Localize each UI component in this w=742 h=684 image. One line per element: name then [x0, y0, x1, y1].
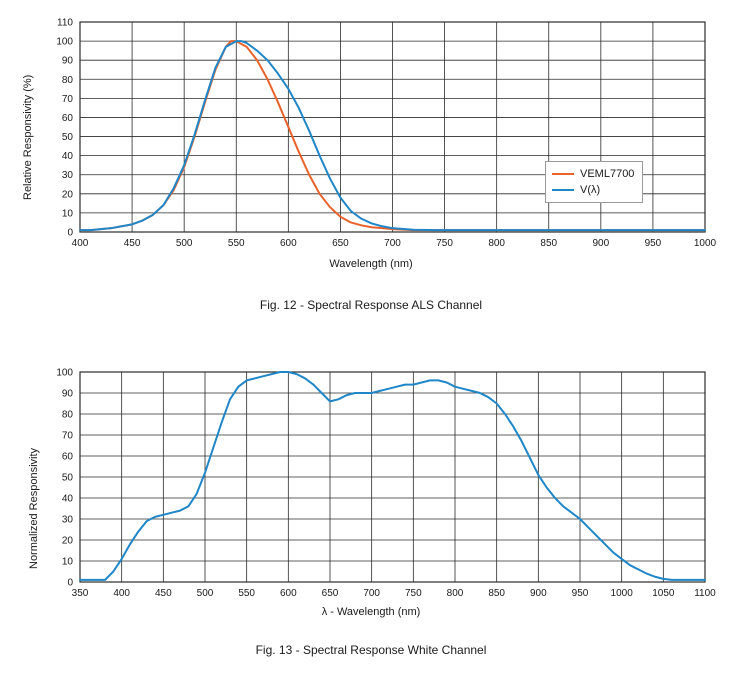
- figure-12: [0, 0, 742, 330]
- svg-text:110: 110: [57, 17, 73, 29]
- svg-text:600: 600: [279, 238, 297, 249]
- svg-text:400: 400: [113, 588, 131, 599]
- svg-text:60: 60: [61, 451, 73, 463]
- y-axis-title-fig13: Normalized Responsivity: [28, 447, 40, 569]
- svg-text:450: 450: [123, 238, 141, 249]
- svg-text:1000: 1000: [693, 238, 717, 249]
- svg-text:90: 90: [61, 55, 73, 67]
- legend-item: [552, 182, 634, 198]
- svg-text:800: 800: [488, 238, 506, 249]
- svg-text:1050: 1050: [652, 588, 675, 599]
- svg-text:950: 950: [571, 588, 589, 599]
- svg-text:100: 100: [56, 367, 73, 379]
- figure-13: [0, 354, 742, 684]
- chart-als-channel: [0, 0, 742, 280]
- svg-text:10: 10: [61, 208, 73, 220]
- svg-text:1100: 1100: [694, 588, 716, 599]
- svg-text:50: 50: [61, 472, 73, 484]
- svg-text:10: 10: [61, 556, 73, 568]
- legend-label: VEML7700: [580, 168, 635, 180]
- svg-text:550: 550: [238, 588, 256, 599]
- svg-text:1000: 1000: [610, 588, 633, 599]
- svg-text:750: 750: [404, 588, 422, 599]
- svg-text:850: 850: [488, 588, 506, 599]
- chart-svg-als: [0, 0, 742, 280]
- svg-text:30: 30: [61, 170, 73, 182]
- legend-swatch-vlambda: [552, 189, 574, 191]
- svg-text:350: 350: [71, 588, 89, 599]
- svg-text:550: 550: [227, 238, 245, 249]
- svg-text:700: 700: [384, 238, 401, 249]
- y-axis-title-fig12: Relative Responsivity (%): [22, 74, 34, 200]
- x-axis-title-fig12: Wavelength (nm): [329, 258, 413, 270]
- legend-swatch-veml7700: [552, 173, 574, 175]
- svg-text:70: 70: [61, 430, 73, 442]
- x-axis-title-fig13: λ - Wavelength (nm): [321, 606, 421, 618]
- svg-text:900: 900: [592, 238, 610, 249]
- svg-text:20: 20: [61, 189, 73, 201]
- svg-text:90: 90: [61, 388, 73, 400]
- svg-text:0: 0: [67, 227, 73, 239]
- svg-text:30: 30: [61, 514, 73, 526]
- svg-text:650: 650: [332, 238, 349, 249]
- legend-label: V(λ): [580, 184, 601, 196]
- svg-text:500: 500: [175, 238, 193, 249]
- chart-white-channel: [0, 354, 742, 629]
- svg-text:100: 100: [56, 36, 73, 48]
- legend-fig12: [545, 161, 643, 203]
- svg-text:50: 50: [61, 132, 73, 144]
- svg-text:900: 900: [529, 588, 547, 599]
- svg-text:750: 750: [436, 238, 453, 249]
- chart-svg-white: [0, 354, 742, 629]
- svg-text:500: 500: [196, 588, 214, 599]
- svg-text:80: 80: [61, 74, 73, 86]
- svg-text:600: 600: [279, 588, 297, 599]
- svg-text:400: 400: [71, 238, 89, 249]
- svg-text:850: 850: [540, 238, 558, 249]
- svg-text:0: 0: [67, 577, 73, 589]
- figure-caption-12: Fig. 12 - Spectral Response ALS Channel: [259, 298, 483, 312]
- svg-text:80: 80: [61, 409, 73, 421]
- svg-text:20: 20: [61, 535, 73, 547]
- svg-text:40: 40: [61, 151, 73, 163]
- svg-text:70: 70: [61, 93, 73, 105]
- svg-text:700: 700: [363, 588, 381, 599]
- svg-text:40: 40: [61, 493, 73, 505]
- figure-caption-13: Fig. 13 - Spectral Response White Channel: [255, 643, 487, 657]
- svg-text:650: 650: [321, 588, 339, 599]
- svg-text:60: 60: [61, 112, 73, 124]
- svg-text:800: 800: [446, 588, 464, 599]
- legend-item: [552, 166, 634, 182]
- svg-text:950: 950: [644, 238, 662, 249]
- svg-text:450: 450: [154, 588, 172, 599]
